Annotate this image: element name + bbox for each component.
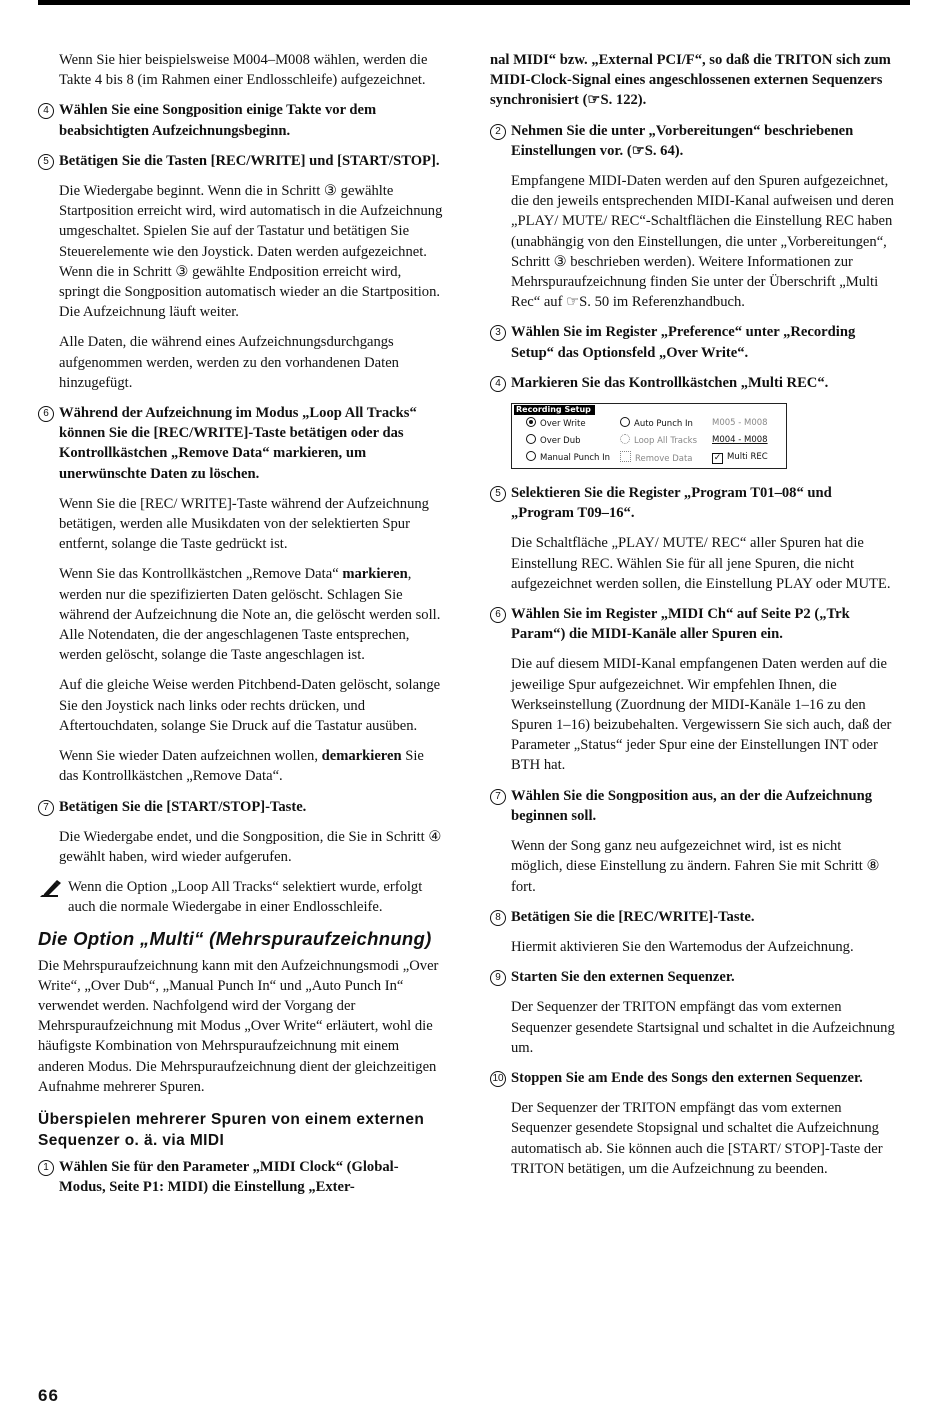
loop-all-tracks-radio[interactable]: Loop All Tracks: [620, 434, 697, 446]
paragraph-remove-data-checkbox: Wenn Sie das Kontrollkästchen „Remove Data“ markieren, werden nur die spezifizierten Daten gelöscht. Schlagen Sie während der Aufzeichnung die Note an, die gelöscht werden soll. Alle Notendaten, die der angeschlagenen Taste entsprechen, werden gelöscht, solange die Taste angeschlagen ist.: [59, 566, 441, 664]
page-number: 66: [38, 1386, 59, 1405]
step-1-continuation: nal MIDI“ bzw. „External PCI/F“, so daß die TRITON sich zum MIDI-Clock-Signal eines angeschlossenen externen Sequenzers synchronisiert (☞S. 122).: [490, 52, 891, 109]
step-number: 7: [38, 800, 54, 816]
step-5-program-tabs: [490, 483, 896, 523]
section-title-multi: Die Option „Multi“ (Mehrspuraufzeichnung): [38, 927, 432, 949]
remove-data-checkbox[interactable]: Remove Data: [620, 451, 693, 463]
paragraph-rec-write-erase: Wenn Sie die [REC/ WRITE]-Taste während der Aufzeichnung betätigen, werden alle Musikdaten von der selektierten Spur entfernt, solange die Taste gedrückt ist.: [59, 495, 429, 553]
step-number: 4: [490, 376, 506, 392]
step-6-remove-data: [38, 403, 444, 484]
radio-selected-icon: [526, 417, 536, 427]
paragraph-playback-begins: Die Wiedergabe beginnt. Wenn die in Schritt ③ gewählte Startposition erreicht wird, wird automatisch in die Aufzeichnung umgeschaltet. Spielen Sie auf der Tastatur und betätigen Sie Steuerelemente wie den Joystick. Daten werden aufgezeichnet. Wenn die in Schritt ③ gewählte Endposition erreicht wird, springt die Songposition automatisch wieder an die Startposition. Die Aufzeichnung läuft weiter.: [59, 183, 443, 321]
step-text: Während der Aufzeichnung im Modus „Loop All Tracks“ können Sie die [REC/WRITE]-Taste betätigen oder das Kontrollkästchen „Remove Data“ markieren, um unerwünschte Daten zu löschen.: [59, 405, 417, 482]
step-text: Stoppen Sie am Ende des Songs den externen Sequenzer.: [511, 1069, 863, 1086]
step-number: 4: [38, 103, 54, 119]
left-column: [38, 50, 444, 1207]
top-rule: [38, 0, 910, 5]
step-number: 5: [490, 486, 506, 502]
step-number: 2: [490, 124, 506, 140]
paragraph-start-signal: Der Sequenzer der TRITON empfängt das vom externen Sequenzer gesendete Startsignal und schaltet in die Aufzeichnung um.: [511, 999, 895, 1056]
recording-setup-screen: [511, 403, 787, 469]
auto-punch-in-radio[interactable]: Auto Punch In: [620, 417, 693, 429]
radio-icon: [620, 417, 630, 427]
over-dub-radio[interactable]: Over Dub: [526, 434, 580, 446]
paragraph-play-mute-rec: Die Schaltfläche „PLAY/ MUTE/ REC“ aller Spuren hat die Einstellung REC. Wählen Sie für all jene Spuren, die nicht aufgezeichnet werden sollen, die Einstellung PLAY oder MUTE.: [511, 535, 891, 592]
step-text: Betätigen Sie die Tasten [REC/WRITE] und [START/STOP].: [59, 152, 440, 169]
multi-rec-checkbox[interactable]: ✓ Multi REC: [713, 452, 768, 464]
paragraph-multi-intro: Die Mehrspuraufzeichnung kann mit den Aufzeichnungsmodi „Over Write“, „Over Dub“, „Manual Punch In“ und „Auto Punch In“ verwendet werden. Nachfolgend wird der Vorgang der Mehrspuraufzeichnung mit Modus „Over Write“ erläutert, wohl die häufigste Kombination von Mehrspuraufzeichnung mit einem anderen Modus. Die Mehrspuraufzeichnung dient der gleichzeitigen Aufnahme mehrerer Spuren.: [38, 957, 439, 1095]
step-4-multi-rec: [490, 373, 896, 393]
step-text: Betätigen Sie die [START/STOP]-Taste.: [59, 798, 307, 815]
step-text: Betätigen Sie die [REC/WRITE]-Taste.: [511, 908, 755, 925]
step-text: Wählen Sie die Songposition aus, an der die Aufzeichnung beginnen soll.: [511, 787, 873, 824]
pencil-note-icon: [38, 877, 68, 899]
step-10-stop-sequencer: [490, 1068, 896, 1088]
step-number: 5: [38, 154, 54, 170]
paragraph-midi-channel-data: Die auf diesem MIDI-Kanal empfangenen Daten werden auf die jeweilige Spur aufgezeichnet. Wir empfehlen Ihnen, die Werkseinstellung (Zuordnung der MIDI-Kanäle 1–16 zu den Spuren 1–16) beizubehalten. Vergewissern Sie sich auch, daß der Parameter „Status“ jeder Spur eine der Einstellungen INT oder BTH hat.: [511, 656, 892, 774]
step-text: Selektieren Sie die Register „Program T01–08“ und „Program T09–16“.: [511, 485, 832, 522]
step-text: Wählen Sie im Register „Preference“ unter „Recording Setup“ das Optionsfeld „Over Write“.: [511, 324, 856, 361]
step-text: Nehmen Sie die unter „Vorbereitungen“ beschriebenen Einstellungen vor. (☞S. 64).: [511, 122, 854, 159]
step-number: 1: [38, 1160, 54, 1176]
radio-icon: [620, 434, 630, 444]
note-loop-all-tracks: [38, 877, 444, 917]
radio-icon: [526, 451, 536, 461]
step-text: Wählen Sie für den Parameter „MIDI Clock“ (Global-Modus, Seite P1: MIDI) die Einstellung „Exter-: [59, 1158, 399, 1196]
step-7-press-start-stop: [38, 797, 444, 817]
checkbox-checked-icon: ✓: [713, 453, 722, 464]
paragraph-loop-range: Wenn Sie hier beispielsweise M004–M008 wählen, werden die Takte 4 bis 8 (im Rahmen einer Endlosschleife) aufgezeichnet.: [59, 52, 428, 89]
manual-punch-in-radio[interactable]: Manual Punch In: [526, 451, 610, 463]
over-write-radio[interactable]: Over Write: [526, 417, 586, 429]
step-number: 3: [490, 325, 506, 341]
step-3-over-write: [490, 322, 896, 362]
radio-icon: [526, 434, 536, 444]
paragraph-data-added: Alle Daten, die während eines Aufzeichnungsdurchgangs aufgenommen werden, werden zu den vorhandenen Daten hinzugefügt.: [59, 334, 399, 391]
paragraph-midi-data-received: Empfangene MIDI-Daten werden auf den Spuren aufgezeichnet, die den jeweils entsprechenden MIDI-Kanal aufweisen und deren „PLAY/ MUTE/ REC“-Schaltflächen die Einstellung REC haben (unabhängig von den Einstellungen, die unter „Vorbereitungen“, Schritt ③ beschrieben werden). Weitere Informationen zur Mehrspuraufzeichnung finden Sie unter der Überschrift „Multi Rec“ auf ☞S. 50 im Referenzhandbuch.: [511, 173, 894, 311]
step-4-select-position: [38, 100, 444, 140]
step-number: 6: [490, 607, 506, 623]
step-text: Markieren Sie das Kontrollkästchen „Multi REC“.: [511, 374, 829, 391]
step-text: Wählen Sie im Register „MIDI Ch“ auf Seite P2 („Trk Param“) die MIDI-Kanäle aller Spuren ein.: [511, 606, 850, 643]
subsection-title-external-sequencer: Überspielen mehrerer Spuren von einem externen Sequenzer o. ä. via MIDI: [38, 1110, 425, 1149]
right-column: [490, 50, 896, 1189]
step-number: 9: [490, 970, 506, 986]
paragraph-pitchbend-aftertouch: Auf die gleiche Weise werden Pitchbend-Daten gelöscht, solange Sie den Joystick nach links oder rechts drücken, und Aftertouchdaten, solange Sie Druck auf die Tastatur ausüben.: [59, 677, 441, 734]
step-9-start-sequencer: [490, 967, 896, 987]
step-text: Starten Sie den externen Sequenzer.: [511, 969, 735, 986]
step-2-preparations: [490, 121, 896, 161]
paragraph-playback-ends: Die Wiedergabe endet, und die Songposition, die Sie in Schritt ④ gewählt haben, wird wieder aufgerufen.: [59, 828, 442, 865]
paragraph-wait-mode: Hiermit aktivieren Sie den Wartemodus der Aufzeichnung.: [511, 938, 854, 955]
paragraph-new-song: Wenn der Song ganz neu aufgezeichnet wird, ist es nicht möglich, diese Einstellung zu ändern. Fahren Sie mit Schritt ⑧ fort.: [511, 838, 880, 895]
step-6-midi-channels: [490, 604, 896, 644]
step-text: Wählen Sie eine Songposition einige Takte vor dem beabsichtigten Aufzeichnungsbeginn.: [59, 102, 377, 139]
step-5-press-rec-start: [38, 151, 444, 171]
step-number: 10: [490, 1071, 506, 1087]
punch-range-readout: M005 - M008: [712, 418, 768, 429]
note-text: Wenn die Option „Loop All Tracks“ selektiert wurde, erfolgt auch die normale Wiedergabe in einer Endlosschleife.: [68, 879, 423, 916]
step-8-rec-write: [490, 907, 896, 927]
paragraph-demark-checkbox: Wenn Sie wieder Daten aufzeichnen wollen, demarkieren Sie das Kontrollkästchen „Remove Data“.: [59, 748, 424, 785]
step-number: 7: [490, 789, 506, 805]
paragraph-stop-signal: Der Sequenzer der TRITON empfängt das vom externen Sequenzer gesendete Stopsignal und schaltet die Aufzeichnung automatisch ab. Sie können auch die [START/ STOP]-Taste der TRITON betätigen, um die Aufzeichnung zu beenden.: [511, 1100, 883, 1177]
checkbox-icon: [620, 451, 631, 462]
step-number: 8: [490, 910, 506, 926]
loop-range-readout[interactable]: M004 - M008: [712, 435, 768, 446]
step-number: 6: [38, 406, 54, 422]
recording-setup-title: Recording Setup: [514, 405, 595, 415]
step-7-song-position: [490, 786, 896, 826]
step-1-midi-clock: [38, 1157, 444, 1197]
